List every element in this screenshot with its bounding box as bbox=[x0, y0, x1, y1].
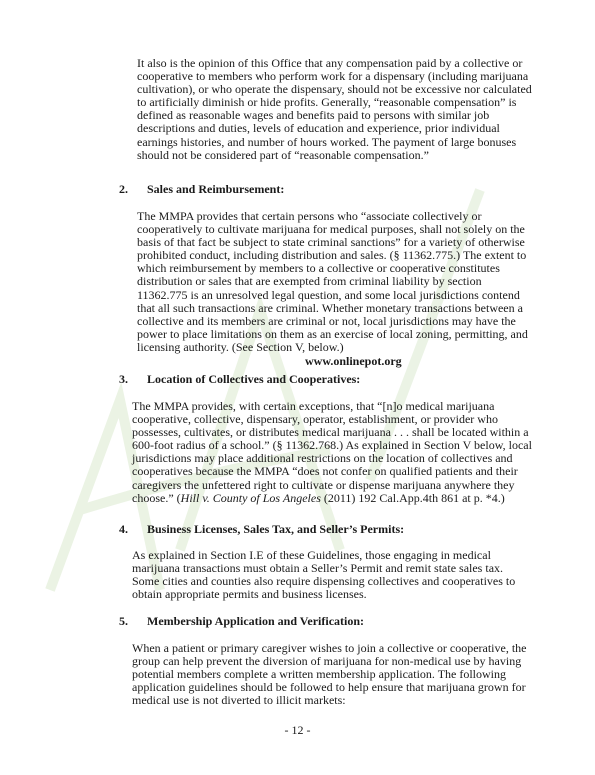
watermark-url: www.onlinepot.org bbox=[305, 354, 402, 368]
paragraph-membership: When a patient or primary caregiver wishes to join a collective or cooperative, the group can help prevent the diversion of marijuana for non-medical use by having potential members complete a written membership application. The following application guidelines should be followed to help ensure that marijuana grown for medical use is not diverted to illicit markets: bbox=[132, 641, 527, 708]
heading-title: Membership Application and Verification: bbox=[147, 614, 365, 628]
heading-location bbox=[119, 372, 360, 386]
case-name: Hill v. County of Los Angeles bbox=[180, 490, 321, 505]
heading-number: 4. bbox=[119, 522, 128, 536]
heading-title: Business Licenses, Sales Tax, and Seller’s Permits: bbox=[147, 522, 405, 536]
heading-licenses bbox=[119, 522, 404, 536]
paragraph-licenses: As explained in Section I.E of these Guidelines, those engaging in medical marijuana transactions must obtain a Seller’s Permit and remit state sales tax. Some cities and counties also require dispensing collectives and cooperatives to obtain appropriate permits and business licenses. bbox=[132, 548, 516, 602]
heading-title: Location of Collectives and Cooperatives: bbox=[147, 372, 361, 386]
paragraph-location bbox=[132, 400, 532, 505]
location-text: The MMPA provides, with certain exceptions, that “[n]o medical marijuana cooperative, collective, dispensary, operator, establishment, or provider who possesses, cultivates, or distributes medical marijuana . . . shall be located within a 600-foot radius of a school.” (§ 11362.768.) As explained in Section V below, local jurisdictions may place additional restrictions on the location of collectives and cooperatives because the MMPA “does not confer on qualified patients and their caregivers the unfettered right to cultivate or dispense marijuana anywhere they choose.” ( bbox=[132, 399, 532, 505]
heading-sales bbox=[119, 182, 284, 196]
case-citation: (2011) 192 Cal.App.4th 861 at p. *4.) bbox=[320, 490, 505, 505]
page-number: - 12 - bbox=[284, 723, 311, 737]
heading-membership bbox=[119, 614, 364, 628]
paragraph-compensation: It also is the opinion of this Office that any compensation paid by a collective or cooperative to members who perform work for a dispensary (including marijuana cultivation), or who operate the dispensary, should not be excessive nor calculated to artificially diminish or hide profits. Generally, “reasonable compensation” is defined as reasonable wages and benefits paid to persons with similar job descriptions and duties, levels of education and experience, prior individual earnings histories, and number of hours worked. The payment of large bonuses should not be considered part of “reasonable compensation.” bbox=[137, 56, 532, 162]
heading-title: Sales and Reimbursement: bbox=[147, 182, 285, 196]
heading-number: 2. bbox=[119, 182, 128, 196]
paragraph-sales: The MMPA provides that certain persons who “associate collectively or cooperatively to cultivate marijuana for medical purposes, shall not solely on the basis of that fact be subject to state criminal sanctions” for a variety of otherwise prohibited conduct, including distribution and sales. (§ 11362.775.) The extent to which reimbursement by members to a collective or cooperative constitutes distribution or sales that are exempted from criminal liability by section 11362.775 is an unresolved legal question, and some local jurisdictions contend that all such transactions are criminal. Whether monetary transactions between a collective and its members are criminal or not, local jurisdictions may have the power to place limitations on them as an exercise of local zoning, permitting, and licensing authority. (See Section V, below.) bbox=[137, 209, 528, 354]
heading-number: 5. bbox=[119, 614, 128, 628]
heading-number: 3. bbox=[119, 372, 128, 386]
